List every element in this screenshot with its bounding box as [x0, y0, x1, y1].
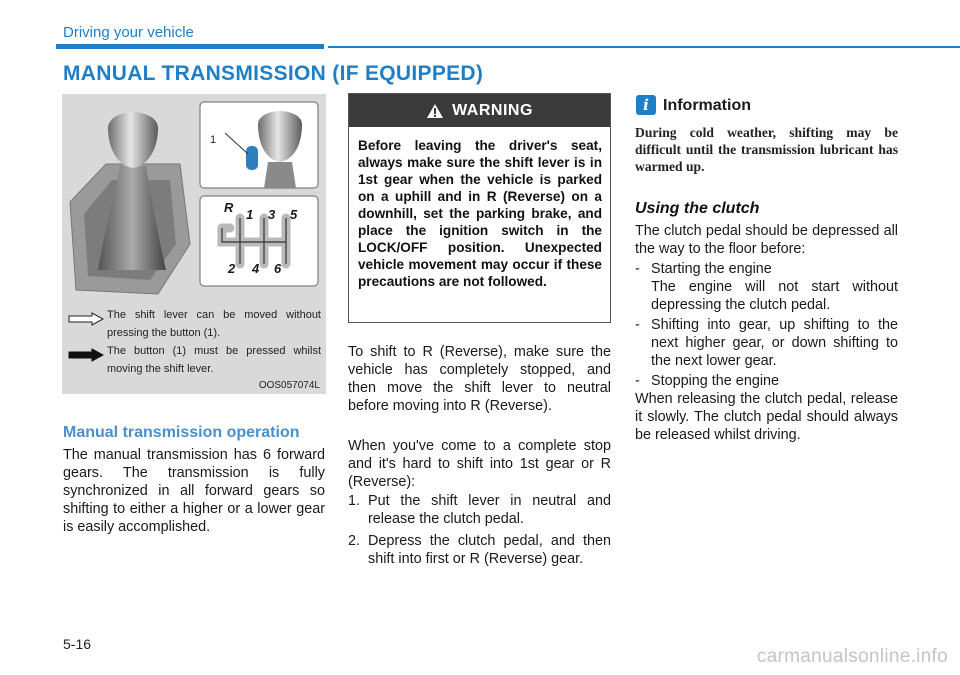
- info-title: Information: [663, 97, 751, 114]
- outline-arrow-icon: [68, 312, 104, 326]
- clutch-section: [635, 222, 898, 444]
- gear-label-5: 5: [290, 207, 298, 222]
- hard-shift-paragraph: When you've come to a complete stop and it's hard to shift into 1st gear or R (Reverse):: [348, 438, 611, 490]
- warning-triangle-icon: [426, 103, 444, 119]
- list-item: [348, 492, 611, 528]
- step-text: Depress the clutch pedal, and then shift into first or R (Reverse) gear.: [368, 533, 611, 567]
- figure-note-1: [62, 306, 326, 339]
- list-item: - Stopping the engine: [635, 373, 780, 389]
- clutch-closing: When releasing the clutch pedal, release it slowly. The clutch pedal should always be released whilst driving.: [635, 391, 898, 443]
- warning-body: Before leaving the driver's seat, always make sure the shift lever is in 1st gear when the vehicle is parked on a uphill and in R (Reverse) on a downhill, set the parking brake, and place the ignition switch in the LOCK/OFF position. Unexpected vehicle movement may occur if these precautions are not followed.: [358, 138, 602, 289]
- list-item: - Starting the engine: [635, 261, 772, 277]
- header-rule-thick: [56, 44, 324, 49]
- watermark: carmanualsonline.info: [756, 646, 948, 667]
- step-number: 2.: [348, 533, 361, 549]
- figure-note-1-text: The shift lever can be moved without pressing the button (1).: [107, 309, 321, 339]
- dash-item-label: Shifting into gear, up shifting to the next higher gear, or down shifting to the next lower gear.: [651, 317, 898, 369]
- dash-item-sub: The engine will not start without depressing the clutch pedal.: [651, 279, 898, 313]
- info-icon: i: [636, 95, 656, 115]
- list-item: - Shifting into gear, up shifting to the next higher gear, or down shifting to the next lower gear.: [635, 317, 898, 369]
- button-callout: 1: [210, 134, 217, 146]
- gear-label-1: 1: [246, 207, 254, 222]
- section-label: Driving your vehicle: [63, 24, 194, 41]
- dash-item-label: Stopping the engine: [651, 373, 780, 389]
- page-number: 5-16: [63, 636, 92, 652]
- warning-header: [349, 94, 610, 127]
- gear-label-2: 2: [228, 261, 236, 276]
- warning-box: [348, 93, 611, 323]
- gear-label-r: R: [224, 200, 234, 215]
- filled-arrow-icon: [68, 348, 104, 362]
- manual-transmission-heading: Manual transmission operation: [63, 424, 300, 441]
- dash-item-label: Starting the engine: [651, 261, 772, 277]
- warning-label: WARNING: [452, 101, 533, 119]
- gear-label-6: 6: [274, 261, 282, 276]
- gear-label-4: 4: [252, 261, 260, 276]
- info-body: During cold weather, shifting may be difficult until the transmission lubricant has warmed up.: [635, 125, 898, 174]
- header-rule-thin: [328, 46, 960, 48]
- step-number: 1.: [348, 493, 361, 509]
- clutch-heading: Using the clutch: [635, 200, 760, 217]
- page-title: MANUAL TRANSMISSION (IF EQUIPPED): [63, 62, 484, 85]
- reverse-shift-paragraph: To shift to R (Reverse), make sure the vehicle has completely stopped, and then move the shift lever to neutral before moving into R (Reverse).: [348, 344, 611, 414]
- gear-label-3: 3: [268, 207, 276, 222]
- steps-list: [348, 492, 611, 572]
- step-text: Put the shift lever in neutral and release the clutch pedal.: [368, 493, 611, 527]
- gear-shift-illustration: [62, 94, 326, 304]
- gear-shift-figure: [62, 94, 326, 394]
- list-item: [348, 532, 611, 568]
- clutch-intro: The clutch pedal should be depressed all the way to the floor before:: [635, 223, 898, 257]
- manual-transmission-body: The manual transmission has 6 forward gears. The transmission is fully synchronized in all forward gears so shifting to either a higher or a lower gear is easily accomplished.: [63, 447, 325, 535]
- figure-note-2: [62, 342, 326, 375]
- figure-code: OOS057074L: [258, 380, 320, 391]
- figure-note-2-text: The button (1) must be pressed whilst moving the shift lever.: [107, 345, 321, 375]
